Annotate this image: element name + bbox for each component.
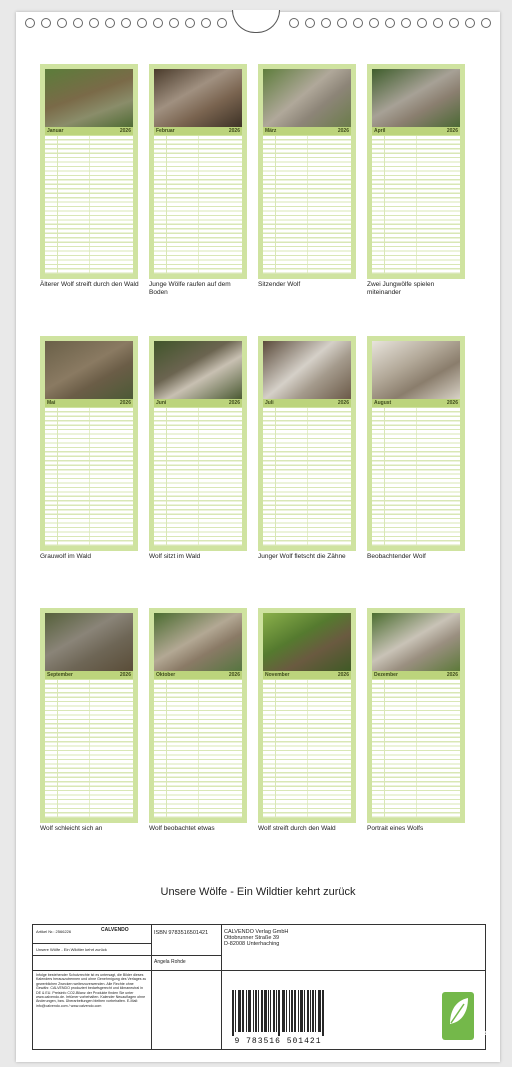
month-header: [154, 399, 242, 407]
month-name: August: [374, 400, 392, 406]
publisher-name: CALVENDO Verlag GmbH: [224, 929, 289, 935]
wolf-photo: [45, 613, 133, 671]
month-card: [258, 336, 356, 551]
photo-caption: Älterer Wolf streift durch den Wald: [40, 281, 139, 288]
isbn: ISBN 9783516501421: [154, 930, 209, 936]
wolf-photo: [372, 613, 460, 671]
photo-caption: Beobachtender Wolf: [367, 553, 426, 560]
photo-caption: Grauwolf im Wald: [40, 553, 92, 560]
month-card: [149, 64, 247, 279]
photo-caption: Wolf beobachtet etwas: [149, 825, 215, 832]
month-year: 2026: [119, 672, 131, 678]
photo-caption: Junger Wolf fletscht die Zähne: [258, 553, 346, 560]
photo-caption: Wolf streift durch den Wald: [258, 825, 336, 832]
day-grid: [263, 680, 351, 818]
binding-hole: [289, 18, 299, 28]
month-card: [149, 336, 247, 551]
month-card: [40, 336, 138, 551]
photo-caption: Portrait eines Wolfs: [367, 825, 424, 832]
photo-caption: Sitzender Wolf: [258, 281, 301, 288]
day-grid: [154, 136, 242, 274]
wolf-photo: [263, 69, 351, 127]
wolf-photo: [45, 341, 133, 399]
day-grid: [154, 408, 242, 546]
binding-hole: [137, 18, 147, 28]
calendar-title: Unsere Wölfe - Ein Wildtier kehrt zurück: [160, 886, 356, 898]
binding-hole: [153, 18, 163, 28]
day-grid: [263, 408, 351, 546]
publisher-logo: CALVENDO: [101, 927, 129, 933]
month-year: 2026: [446, 672, 458, 678]
binding-hole: [401, 18, 411, 28]
binding-hole: [217, 18, 227, 28]
calendar-sheet: [16, 12, 500, 1062]
day-grid: [372, 408, 460, 546]
binding-hole: [57, 18, 67, 28]
month-header: [154, 671, 242, 679]
day-grid: [154, 680, 242, 818]
binding-hole: [201, 18, 211, 28]
month-year: 2026: [228, 128, 240, 134]
wolf-photo: [154, 341, 242, 399]
binding-hole: [417, 18, 427, 28]
month-name: Dezember: [374, 672, 398, 678]
photo-caption: Wolf sitzt im Wald: [149, 553, 201, 560]
author: Angela Rohde: [154, 959, 186, 965]
month-name: Februar: [156, 128, 175, 134]
month-header: [372, 399, 460, 407]
eco-leaf-icon: eco: [442, 992, 474, 1040]
binding-hole: [353, 18, 363, 28]
publisher-street: Ottobrunner Straße 39: [224, 935, 280, 941]
binding-hole: [337, 18, 347, 28]
month-name: September: [47, 672, 73, 678]
legal-notice: Infolge bestehender Schutzrechte ist es untersagt, die Bilder dieses Kalenders herauszutrennen und ohne Genehmigung des Verlages zu gewerblichen Zwecken weiterzuverwenden. Alle Rechte ohne Gewähr. CALVENDO produziert bedarfsgerecht und klimaneutral in DE & EU. Preisinfo CO2-Bilanz der Produkte finden Sie unter www.calvendo.de. Irrtümer vorbehalten. Kalender Neuauflagen ohne Änderungen, bzw. Überarbeitungen bleiben vorbehalten. E-Mail: info@calvendo.com / www.calvendo.com: [36, 973, 147, 1008]
month-card: [40, 608, 138, 823]
photo-caption: Wolf schleicht sich an: [40, 825, 103, 832]
binding-hole: [105, 18, 115, 28]
month-year: 2026: [119, 400, 131, 406]
month-header: [372, 671, 460, 679]
day-grid: [263, 136, 351, 274]
month-year: 2026: [446, 400, 458, 406]
month-name: Mai: [47, 400, 56, 406]
photo-caption: Zwei Jungwölfe spielen miteinander: [367, 281, 435, 296]
binding-hole: [465, 18, 475, 28]
ean-number: 9 783516 501421: [234, 1037, 322, 1046]
binding-hole: [321, 18, 331, 28]
month-name: Juni: [156, 400, 167, 406]
article-number: Artikel Nr.: 2566226: [36, 929, 72, 934]
binding-hole: [369, 18, 379, 28]
month-header: [154, 127, 242, 135]
month-name: März: [265, 128, 277, 134]
wolf-photo: [154, 69, 242, 127]
month-header: [45, 671, 133, 679]
binding-hole: [433, 18, 443, 28]
wolf-photo: [372, 69, 460, 127]
month-card: [40, 64, 138, 279]
wolf-photo: [372, 341, 460, 399]
month-name: Juli: [265, 400, 274, 406]
month-header: [263, 399, 351, 407]
month-year: 2026: [337, 672, 349, 678]
binding-hole: [89, 18, 99, 28]
photo-caption: Junge Wölfe raufen auf dem Boden: [149, 281, 231, 296]
month-card: [149, 608, 247, 823]
month-card: [367, 336, 465, 551]
month-name: Januar: [47, 128, 64, 134]
wolf-photo: [45, 69, 133, 127]
day-grid: [372, 136, 460, 274]
month-year: 2026: [446, 128, 458, 134]
imprint-box: [32, 924, 497, 1050]
publisher-city: D-82008 Unterhaching: [224, 941, 280, 947]
binding-hole: [185, 18, 195, 28]
month-card: [367, 64, 465, 279]
day-grid: [45, 680, 133, 818]
month-card: [258, 64, 356, 279]
binding-hole: [305, 18, 315, 28]
barcode-icon: [228, 990, 328, 1036]
wolf-photo: [154, 613, 242, 671]
binding-hole: [121, 18, 131, 28]
wolf-photo: [263, 613, 351, 671]
month-name: Oktober: [156, 672, 176, 678]
wolf-photo: [263, 341, 351, 399]
binding-hole: [41, 18, 51, 28]
binding-hole: [449, 18, 459, 28]
imprint-title: Unsere Wölfe - Ein Wildtier kehrt zurück: [36, 947, 107, 952]
month-header: [263, 671, 351, 679]
month-year: 2026: [228, 400, 240, 406]
binding-hole: [169, 18, 179, 28]
month-year: 2026: [337, 128, 349, 134]
month-header: [263, 127, 351, 135]
binding-hole: [385, 18, 395, 28]
day-grid: [45, 136, 133, 274]
month-card: [258, 608, 356, 823]
binding-hole: [25, 18, 35, 28]
month-header: [45, 127, 133, 135]
binding-hole: [73, 18, 83, 28]
month-card: [367, 608, 465, 823]
month-name: November: [265, 672, 290, 678]
month-header: [45, 399, 133, 407]
month-year: 2026: [119, 128, 131, 134]
month-year: 2026: [228, 672, 240, 678]
month-header: [372, 127, 460, 135]
day-grid: [372, 680, 460, 818]
month-year: 2026: [337, 400, 349, 406]
month-name: April: [374, 128, 386, 134]
day-grid: [45, 408, 133, 546]
binding-hole: [481, 18, 491, 28]
